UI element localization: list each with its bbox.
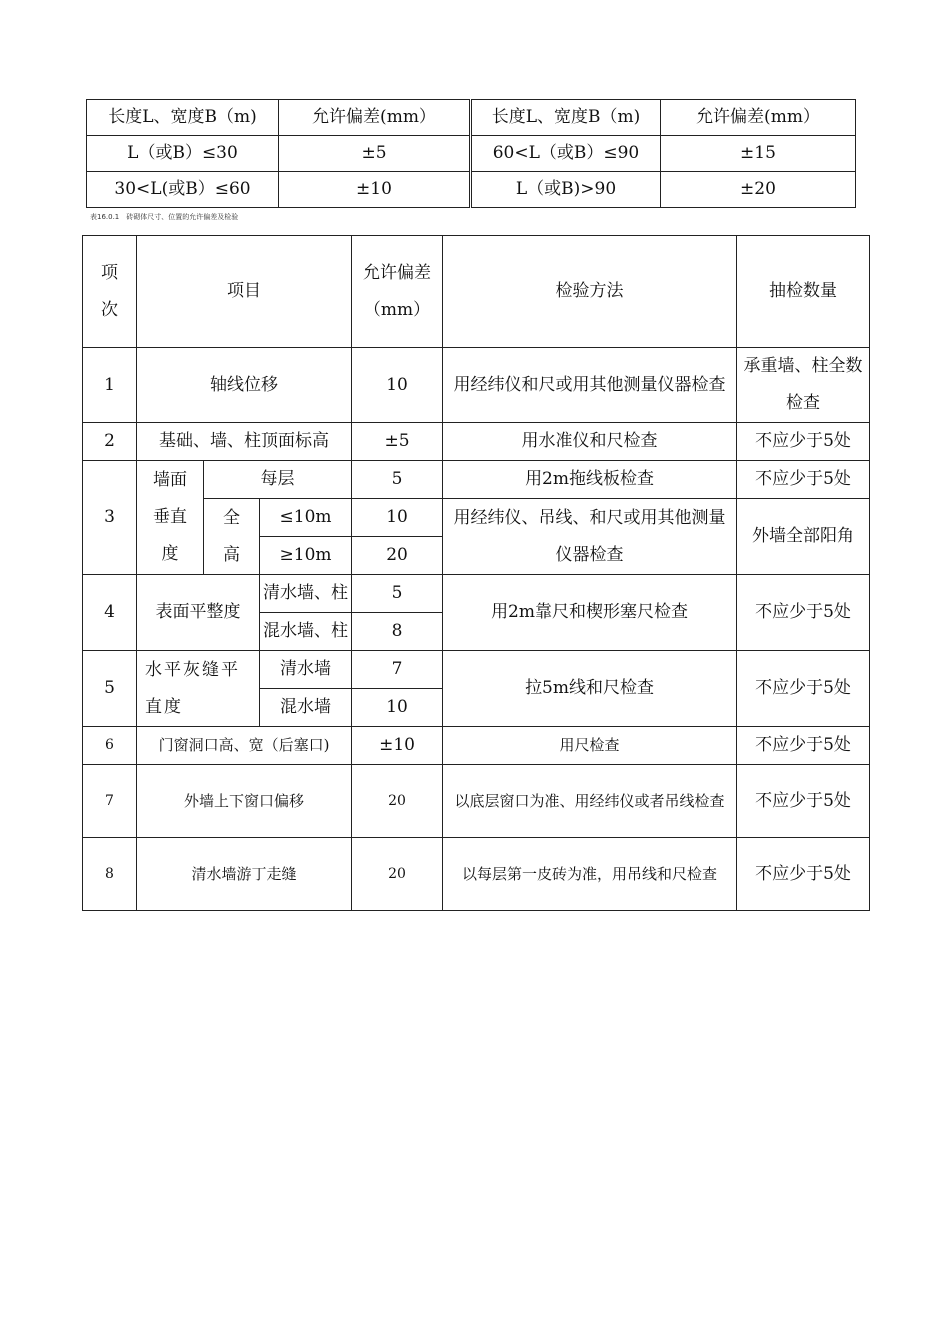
method-cell: 拉5m线和尺检查 <box>443 651 737 727</box>
quantity-cell: 不应少于5处 <box>737 651 870 727</box>
deviation-cell: ±10 <box>352 727 443 765</box>
table-caption: 表16.0.1 砖砌体尺寸、位置的允许偏差及检验 <box>90 213 239 221</box>
row-number: 6 <box>83 727 137 765</box>
table-row <box>83 575 870 613</box>
group-label: 表面平整度 <box>137 575 260 651</box>
header-item: 项目 <box>137 236 352 348</box>
deviation-cell: 7 <box>352 651 443 689</box>
method-cell: 用尺检查 <box>443 727 737 765</box>
deviation-cell: 20 <box>352 838 443 911</box>
row-number: 3 <box>83 461 137 575</box>
row-number: 5 <box>83 651 137 727</box>
table-cell: ±15 <box>661 136 856 172</box>
sub-item-cell: 混水墙、柱 <box>260 613 352 651</box>
method-cell: 用2m靠尺和楔形塞尺检查 <box>443 575 737 651</box>
header-tolerance: 允许偏差(mm） <box>661 100 856 136</box>
dimension-tolerance-table <box>86 99 856 208</box>
table-row <box>83 423 870 461</box>
table-row <box>83 651 870 689</box>
header-tolerance: 允许偏差(mm） <box>279 100 471 136</box>
table-row <box>83 727 870 765</box>
item-cell: 门窗洞口高、宽（后塞口) <box>137 727 352 765</box>
item-cell: 外墙上下窗口偏移 <box>137 765 352 838</box>
group-label: 墙面垂直度 <box>137 461 204 575</box>
masonry-inspection-table <box>82 235 870 911</box>
sub-item-cell: 每层 <box>204 461 352 499</box>
deviation-cell: ±5 <box>352 423 443 461</box>
table-row <box>87 136 856 172</box>
deviation-cell: 10 <box>352 689 443 727</box>
table-cell: 60<L（或B）≤90 <box>471 136 661 172</box>
header-deviation: 允许偏差（mm） <box>352 236 443 348</box>
row-number: 4 <box>83 575 137 651</box>
quantity-cell: 不应少于5处 <box>737 727 870 765</box>
sub-item-cell: 清水墙 <box>260 651 352 689</box>
table-row <box>87 172 856 208</box>
row-number: 1 <box>83 348 137 423</box>
header-index: 项次 <box>83 236 137 348</box>
item-cell: 清水墙游丁走缝 <box>137 838 352 911</box>
deviation-cell: 10 <box>352 348 443 423</box>
table-cell: ±20 <box>661 172 856 208</box>
quantity-cell: 不应少于5处 <box>737 765 870 838</box>
sub-item-cell: 混水墙 <box>260 689 352 727</box>
row-number: 8 <box>83 838 137 911</box>
method-cell: 用2m拖线板检查 <box>443 461 737 499</box>
quantity-cell: 不应少于5处 <box>737 575 870 651</box>
quantity-cell: 不应少于5处 <box>737 423 870 461</box>
table-row <box>83 765 870 838</box>
item-cell: 轴线位移 <box>137 348 352 423</box>
group-label: 水平灰缝平直度 <box>137 651 260 727</box>
table-row <box>83 348 870 423</box>
header-method: 检验方法 <box>443 236 737 348</box>
deviation-cell: 10 <box>352 499 443 537</box>
header-dimension: 长度L、宽度B（m) <box>87 100 279 136</box>
table-cell: ±5 <box>279 136 471 172</box>
quantity-cell: 不应少于5处 <box>737 838 870 911</box>
method-cell: 用水准仪和尺检查 <box>443 423 737 461</box>
table-header-row <box>87 100 856 136</box>
quantity-cell: 不应少于5处 <box>737 461 870 499</box>
method-cell: 用经纬仪和尺或用其他测量仪器检查 <box>443 348 737 423</box>
row-number: 7 <box>83 765 137 838</box>
sub-item-cell: 全高 <box>204 499 260 575</box>
table-cell: L（或B)>90 <box>471 172 661 208</box>
table-row <box>83 461 870 499</box>
row-number: 2 <box>83 423 137 461</box>
method-cell: 以每层第一皮砖为准，用吊线和尺检查 <box>443 838 737 911</box>
method-cell: 以底层窗口为准、用经纬仪或者吊线检查 <box>443 765 737 838</box>
sub-item-cell: ≤10m <box>260 499 352 537</box>
method-cell: 用经纬仪、吊线、和尺或用其他测量仪器检查 <box>443 499 737 575</box>
table-cell: ±10 <box>279 172 471 208</box>
table-row <box>83 838 870 911</box>
quantity-cell: 承重墙、柱全数检查 <box>737 348 870 423</box>
table-cell: L（或B）≤30 <box>87 136 279 172</box>
item-cell: 基础、墙、柱顶面标高 <box>137 423 352 461</box>
deviation-cell: 8 <box>352 613 443 651</box>
deviation-cell: 20 <box>352 537 443 575</box>
table-cell: 30<L(或B）≤60 <box>87 172 279 208</box>
table-header-row <box>83 236 870 348</box>
header-dimension: 长度L、宽度B（m) <box>471 100 661 136</box>
sub-item-cell: ≥10m <box>260 537 352 575</box>
header-quantity: 抽检数量 <box>737 236 870 348</box>
deviation-cell: 5 <box>352 575 443 613</box>
quantity-cell: 外墙全部阳角 <box>737 499 870 575</box>
sub-item-cell: 清水墙、柱 <box>260 575 352 613</box>
deviation-cell: 20 <box>352 765 443 838</box>
deviation-cell: 5 <box>352 461 443 499</box>
